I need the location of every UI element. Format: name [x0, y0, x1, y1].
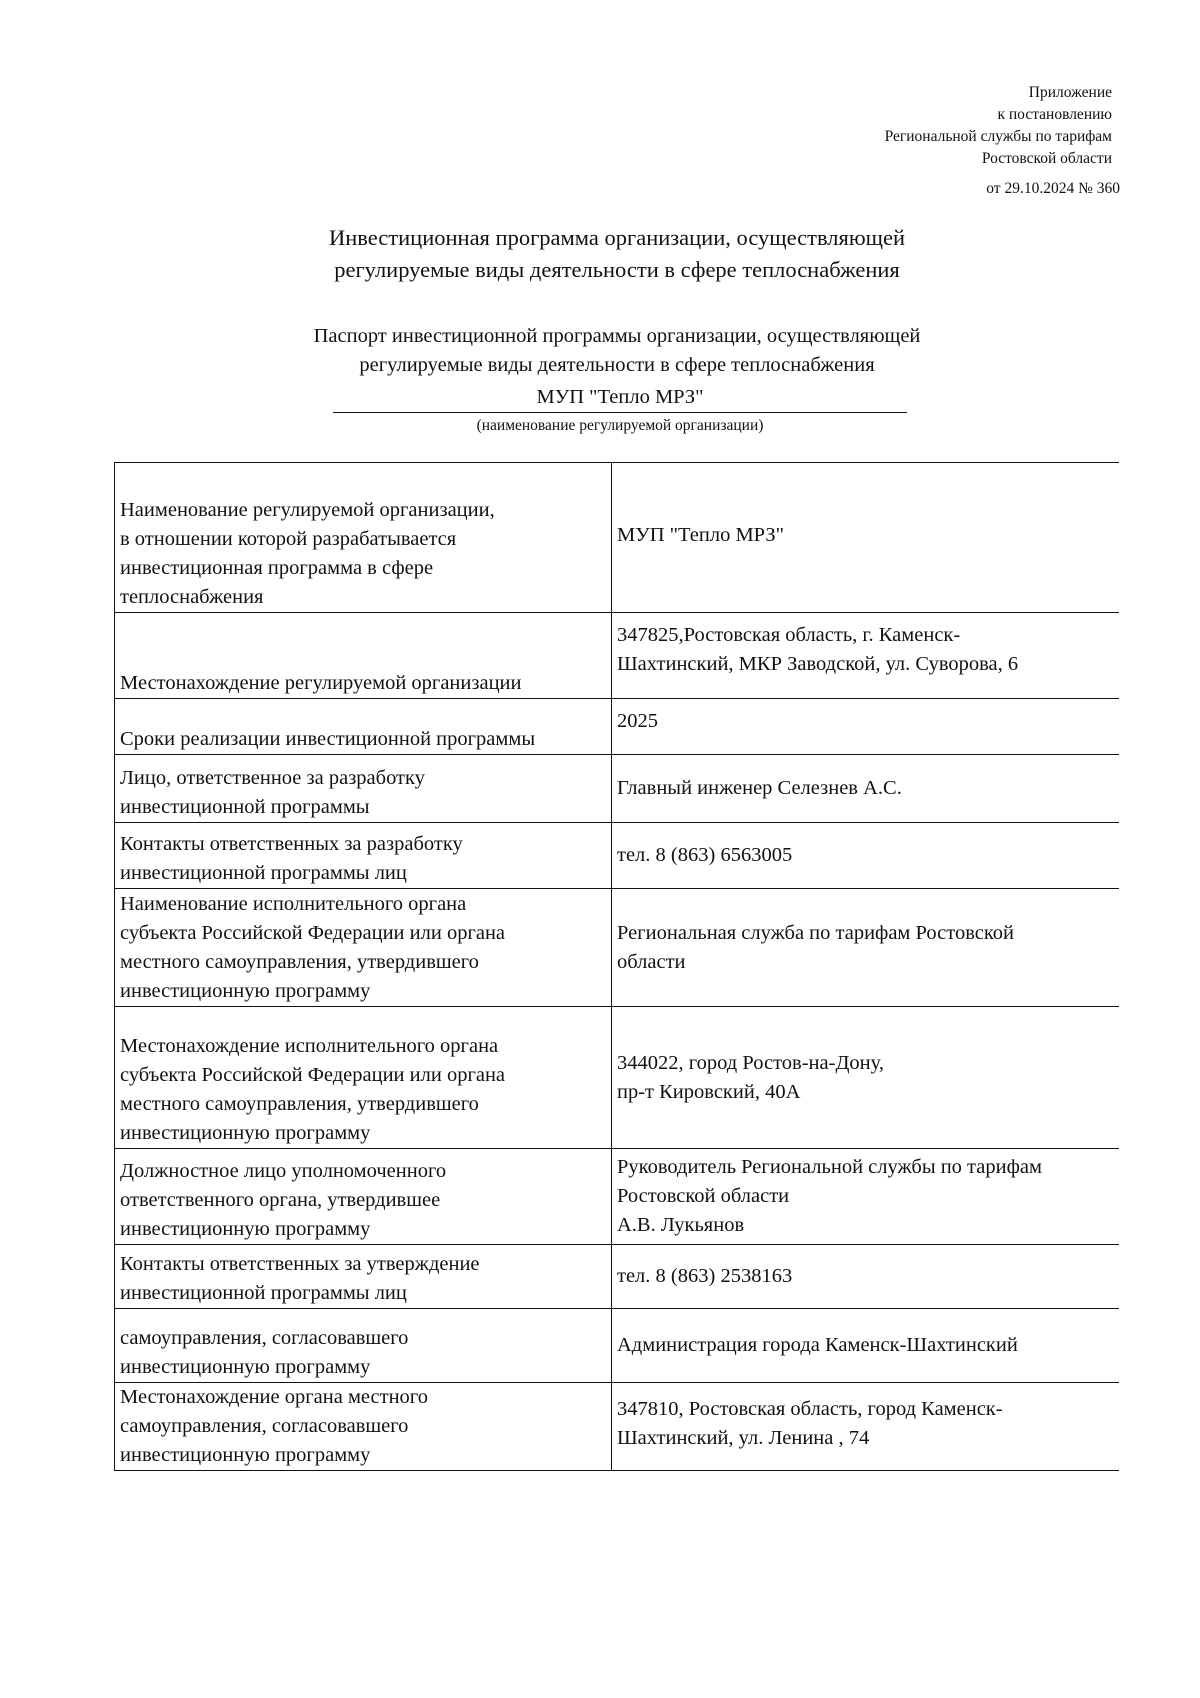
- row-value: Региональная служба по тарифам Ростовской области: [612, 889, 1120, 1007]
- table-row: [115, 699, 1120, 755]
- table-row: [115, 889, 1120, 1007]
- table-row: [115, 1309, 1120, 1383]
- table-row: [115, 1149, 1120, 1245]
- organization-name-caption: (наименование регулируемой организации): [476, 417, 764, 434]
- row-label: Лицо, ответственное за разработку инвестиционной программы: [115, 755, 612, 823]
- document-title-line-1: Инвестиционная программа организации, осуществляющей: [328, 225, 906, 250]
- row-value: МУП "Тепло МРЗ": [612, 463, 1120, 613]
- annex-line-4: Ростовской области: [981, 150, 1112, 167]
- table-row: [115, 823, 1120, 889]
- row-label: Местонахождение регулируемой организации: [115, 613, 612, 699]
- row-value: Администрация города Каменск-Шахтинский: [612, 1309, 1120, 1383]
- annex-line-1: Приложение: [1028, 84, 1112, 101]
- table-row: [115, 755, 1120, 823]
- row-label: Контакты ответственных за утверждение инвестиционной программы лиц: [115, 1245, 612, 1309]
- row-label: Должностное лицо уполномоченного ответственного органа, утвердившее инвестиционную программу: [115, 1149, 612, 1245]
- passport-heading-line-2: регулируемые виды деятельности в сфере теплоснабжения: [359, 354, 875, 376]
- row-label: самоуправления, согласовавшего инвестиционную программу: [115, 1309, 612, 1383]
- row-value: 347825,Ростовская область, г. Каменск- Шахтинский, МКР Заводской, ул. Суворова, 6: [612, 613, 1120, 699]
- passport-heading: [0, 322, 1200, 380]
- row-label: Местонахождение исполнительного органа субъекта Российской Федерации или органа местного самоуправления, утвердившего инвестиционную программу: [115, 1007, 612, 1149]
- row-value: тел. 8 (863) 2538163: [612, 1245, 1120, 1309]
- row-label: Наименование исполнительного органа субъекта Российской Федерации или органа местного самоуправления, утвердившего инвестиционную программу: [115, 889, 612, 1007]
- table-row: [115, 613, 1120, 699]
- row-label: Сроки реализации инвестиционной программы: [115, 699, 612, 755]
- row-value: 344022, город Ростов-на-Дону, пр-т Кировский, 40А: [612, 1007, 1120, 1149]
- row-value: 347810, Ростовская область, город Каменск- Шахтинский, ул. Ленина , 74: [612, 1383, 1120, 1471]
- row-value: тел. 8 (863) 6563005: [612, 823, 1120, 889]
- document-title: [0, 222, 1200, 286]
- table-row: [115, 463, 1120, 613]
- table-row: [115, 1245, 1120, 1309]
- table-row: [115, 1007, 1120, 1149]
- organization-name: МУП "Тепло МРЗ": [333, 384, 907, 413]
- row-label: Наименование регулируемой организации, в отношении которой разрабатывается инвестиционная программа в сфере теплоснабжения: [115, 463, 612, 613]
- row-value: Главный инженер Селезнев А.С.: [612, 755, 1120, 823]
- annex-line-2: к постановлению: [997, 106, 1112, 123]
- annex-block: [884, 82, 1120, 200]
- table-row: [115, 1383, 1120, 1471]
- row-label: Контакты ответственных за разработку инвестиционной программы лиц: [115, 823, 612, 889]
- passport-table: [114, 462, 1119, 1471]
- passport-heading-line-1: Паспорт инвестиционной программы организации, осуществляющей: [313, 325, 921, 347]
- row-label: Местонахождение органа местного самоуправления, согласовавшего инвестиционную программу: [115, 1383, 612, 1471]
- row-value: 2025: [612, 699, 1120, 755]
- document-title-line-2: регулируемые виды деятельности в сфере теплоснабжения: [334, 257, 900, 282]
- row-value: Руководитель Региональной службы по тарифам Ростовской области А.В. Лукьянов: [612, 1149, 1120, 1245]
- annex-line-3: Региональной службы по тарифам: [884, 128, 1112, 145]
- annex-date: от 29.10.2024 № 360: [986, 180, 1120, 197]
